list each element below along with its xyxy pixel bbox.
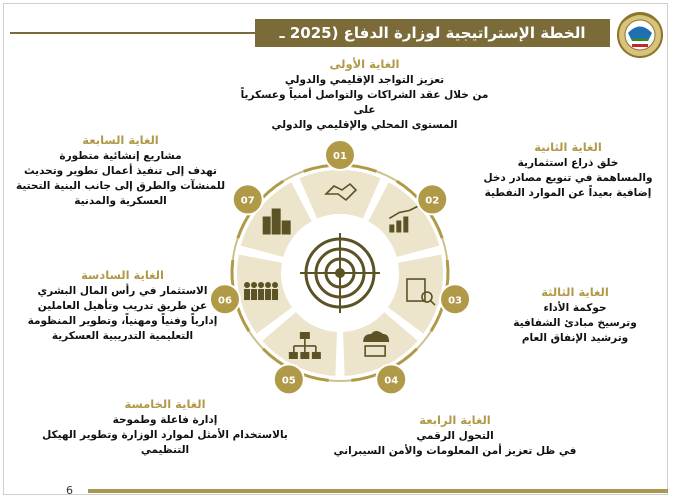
goal-number-badge-04 xyxy=(376,364,406,394)
page-number: 6 xyxy=(66,484,73,497)
goal-1 xyxy=(232,57,497,133)
goal-2-line-1: خلق ذراع استثمارية xyxy=(517,157,619,169)
goal-number-text: 05 xyxy=(281,375,296,387)
goal-6-title: الغاية السادسة xyxy=(81,268,164,282)
goal-7 xyxy=(8,133,233,209)
goal-6-line-1: الاستثمار في رأس المال البشري xyxy=(37,285,208,297)
goal-number-badge-07 xyxy=(233,184,263,214)
goal-number-text: 07 xyxy=(240,195,255,207)
goal-3-title: الغاية الثالثة xyxy=(541,285,609,299)
goal-7-title: الغاية السابعة xyxy=(82,133,159,147)
goal-4-title: الغاية الرابعة xyxy=(419,413,491,427)
page-title: الخطة الإستراتيجية لوزارة الدفاع (2025 ـ 2030) xyxy=(279,24,586,70)
goal-3-line-1: حوكمة الأداء xyxy=(543,302,607,314)
goal-number-text: 01 xyxy=(333,151,347,162)
goal-number-text: 03 xyxy=(448,295,463,307)
goal-2-line-3: إضافية بعيداً عن الموارد النفطية xyxy=(484,187,652,199)
goal-4 xyxy=(325,413,585,459)
goal-5 xyxy=(20,397,310,458)
goal-1-line-2: من خلال عقد الشراكات والتواصل أمنياً وعسكرياً على xyxy=(240,89,489,116)
goal-2-line-2: والمساهمة في تنويع مصادر دخل xyxy=(483,172,653,184)
goal-number-text: 02 xyxy=(425,195,440,207)
goal-6-line-3: إدارياً وفنياً ومهنياً، وتطوير المنظومة xyxy=(27,315,218,327)
goal-2-title: الغاية الثانية xyxy=(534,140,602,154)
kuwait-emblem-icon xyxy=(614,8,666,60)
goal-7-line-3: للمنشآت والطرق إلى جانب البنية التحتية xyxy=(15,180,226,192)
goal-6 xyxy=(10,268,235,344)
goal-3-line-2: وترسيخ مبادئ الشفافية xyxy=(513,317,637,329)
goal-2 xyxy=(478,140,658,201)
goal-number-text: 04 xyxy=(384,375,399,387)
goals-wheel xyxy=(205,138,475,408)
goal-number-text: 06 xyxy=(217,295,232,307)
goal-7-line-2: تهدف إلى تنفيذ أعمال تطوير وتحديث xyxy=(24,165,217,177)
wheel-segment-01 xyxy=(298,169,382,220)
goal-3-line-3: وترشيد الإنفاق العام xyxy=(521,332,629,344)
goal-5-title: الغاية الخامسة xyxy=(124,397,206,411)
goal-number-badge-01 xyxy=(325,140,355,170)
goal-7-line-1: مشاريع إنشائية متطورة xyxy=(59,150,182,162)
goal-number-badge-03 xyxy=(440,284,470,314)
footer-rule xyxy=(88,489,668,493)
goal-number-badge-05 xyxy=(274,364,304,394)
goal-5-line-2: بالاستخدام الأمثل لموارد الوزارة وتطوير الهيكل التنظيمي xyxy=(42,429,288,456)
goal-3 xyxy=(500,285,650,346)
goal-5-line-1: إدارة فاعلة وطموحة xyxy=(112,414,218,426)
goal-1-line-3: المستوى المحلي والإقليمي والدولي xyxy=(271,119,458,131)
goal-6-line-4: التعليمية التدريبية العسكرية xyxy=(51,330,194,342)
goal-4-line-1: التحول الرقمي xyxy=(416,430,494,442)
goal-1-title: الغاية الأولى xyxy=(329,57,400,71)
people-icon xyxy=(244,282,278,300)
goal-4-line-2: في ظل تعزيز أمن المعلومات والأمن السيبراني xyxy=(333,445,577,457)
goal-7-line-4: العسكرية والمدنية xyxy=(74,195,167,207)
goal-number-badge-02 xyxy=(417,184,447,214)
goal-1-line-1: تعزيز التواجد الإقليمي والدولي xyxy=(284,74,445,86)
title-rule xyxy=(10,32,255,34)
goal-6-line-2: عن طريق تدريب وتأهيل العاملين xyxy=(37,300,208,312)
